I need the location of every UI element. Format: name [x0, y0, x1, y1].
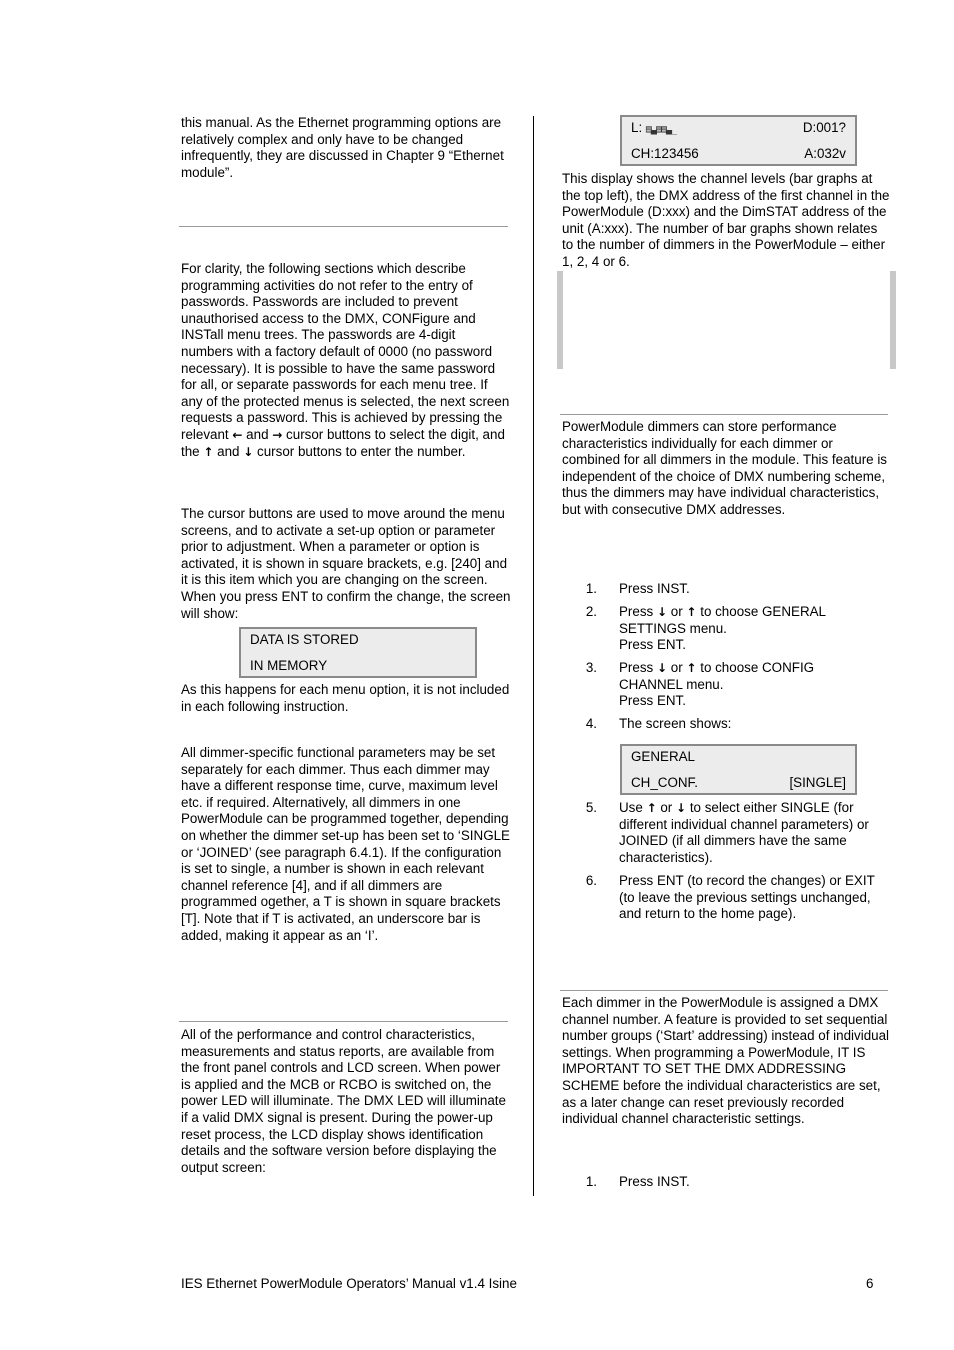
up-arrow-icon: ↑ [203, 444, 214, 459]
dmx-channel-paragraph: Each dimmer in the PowerModule is assigned a DMX channel number. A feature is provided to set sequential number groups (‘Start’ addressing) instead of individual settings. When programming a PowerModule, IT IS IMPORTANT TO SET THE DMX ADDRESSING SCHEME before the individual characteristics are set, as a later change can reset previously recorded individual channel characteristic settings. [562, 995, 890, 1127]
placeholder-bar-right [890, 271, 896, 369]
dimmer-specific-paragraph: All dimmer-specific functional parameters may be set separately for each dimmer. Thus each dimmer may have a different response time, curve, maximum level etc. if required. Alternatively, all dimmers in one PowerModule can be programmed together, depending on whether the dimmer set-up has been set to ‘SINGLE or ‘JOINED’ (see paragraph 6.4.1). If the configuration is set to single, a number is shown in each relevant channel reference [4], and if all dimmers are programmed ogether, a T is shown in square brackets [T]. Note that if T is activated, an underscore bar is added, making it appear as an ‘I’. [181, 745, 510, 943]
up-arrow-icon: ↑ [686, 605, 697, 619]
down-arrow-icon: ↓ [656, 605, 668, 619]
lcd-home-screen: L: ▤▃▤▤▃_ D:001? CH:123456 A:032v [620, 115, 857, 166]
left-divider-1 [179, 226, 508, 227]
intro-paragraph: this manual. As the Ethernet programming options are relatively complex and only have to be changed infrequently, they are discussed in Chapter 9 “Ethernet module”. [181, 115, 504, 180]
right-divider-1 [560, 414, 888, 415]
left-divider-2 [179, 1021, 508, 1022]
cursor-paragraph: The cursor buttons are used to move around the menu screens, and to activate a set-up option or parameter prior to adjustment. When a parameter or option is activated, it is shown in square brackets, e.g. [240] and it is this item which you are changing on the screen. When you press ENT to confirm the change, the screen will show: [181, 506, 511, 621]
after-lcd-paragraph: As this happens for each menu option, it is not included in each following instruction. [181, 682, 510, 714]
display-description: This display shows the channel levels (bar graphs at the top left), the DMX address of the first channel in the PowerModule (D:xxx) and the DimSTAT address of the unit (A:xxx). The number of bar graphs shown relates to the number of dimmers in the PowerModule – either 1, 2, 4 or 6. [562, 171, 890, 269]
up-arrow-icon: ↑ [686, 661, 697, 675]
right-arrow-icon: → [272, 427, 283, 442]
right-divider-2 [560, 990, 888, 991]
lcd-general-config: GENERAL CH_CONF. [SINGLE] [620, 744, 857, 795]
steps-list-1: 1. Press INST. 2. Press ↓ or ↑ to choose GENERAL SETTINGS menu. Press ENT. 3. Press ↓ or ↑ to choose CONFIG CHANNEL menu. Press ENT. 4. The screen shows: [585, 581, 826, 731]
placeholder-bar-left [557, 271, 563, 369]
footer-title: IES Ethernet PowerModule Operators’ Manual v1.4 Isine [181, 1276, 517, 1291]
performance-paragraph: All of the performance and control characteristics, measurements and status reports, are available from the front panel controls and LCD screen. When power is applied and the MCB or RCBO is switched on, the power LED will illuminate. The DMX LED will illuminate if a valid DMX signal is present. During the power-up reset process, the LCD display shows identification details and the software version before displaying the output screen: [181, 1027, 506, 1175]
down-arrow-icon: ↓ [243, 444, 254, 459]
passwords-paragraph: For clarity, the following sections which describe programming activities do not refer to the entry of passwords. Passwords are included to prevent unauthorised access to the DMX, CONFigure and INSTall menu trees. The passwords are 4-digit numbers with a factory default of 0000 (no password necessary). It is possible to have the same password for all, or separate passwords for each menu tree. If any of the protected menus is selected, the next screen requests a password. This is achieved by pressing the relevant ← and → cursor buttons to select the digit, and the ↑ and ↓ cursor buttons to enter the number. [181, 261, 510, 459]
store-performance-paragraph: PowerModule dimmers can store performance characteristics individually for each dimmer or combined for all dimmers in the module. This feature is independent of the choice of DMX numbering scheme, thus the dimmers may have individual characteristics, but with consecutive DMX addresses. [562, 419, 887, 517]
column-divider [533, 116, 534, 1196]
steps-list-2: 5. Use ↑ or ↓ to select either SINGLE (for different individual channel parameters) or JOINED (if all dimmers have the same characteristics). 6. Press ENT (to record the changes) or EXIT (to leave the previous settings unchanged, and return to the home page). [585, 800, 875, 922]
page-number: 6 [866, 1276, 874, 1291]
left-arrow-icon: ← [232, 427, 243, 442]
steps-list-3: 1. Press INST. [585, 1174, 690, 1189]
bar-graph-icon: ▤▃▤▤▃_ [645, 124, 677, 135]
down-arrow-icon: ↓ [676, 801, 687, 815]
up-arrow-icon: ↑ [646, 801, 657, 815]
lcd-data-stored: DATA IS STORED IN MEMORY [239, 627, 477, 678]
down-arrow-icon: ↓ [656, 661, 668, 675]
